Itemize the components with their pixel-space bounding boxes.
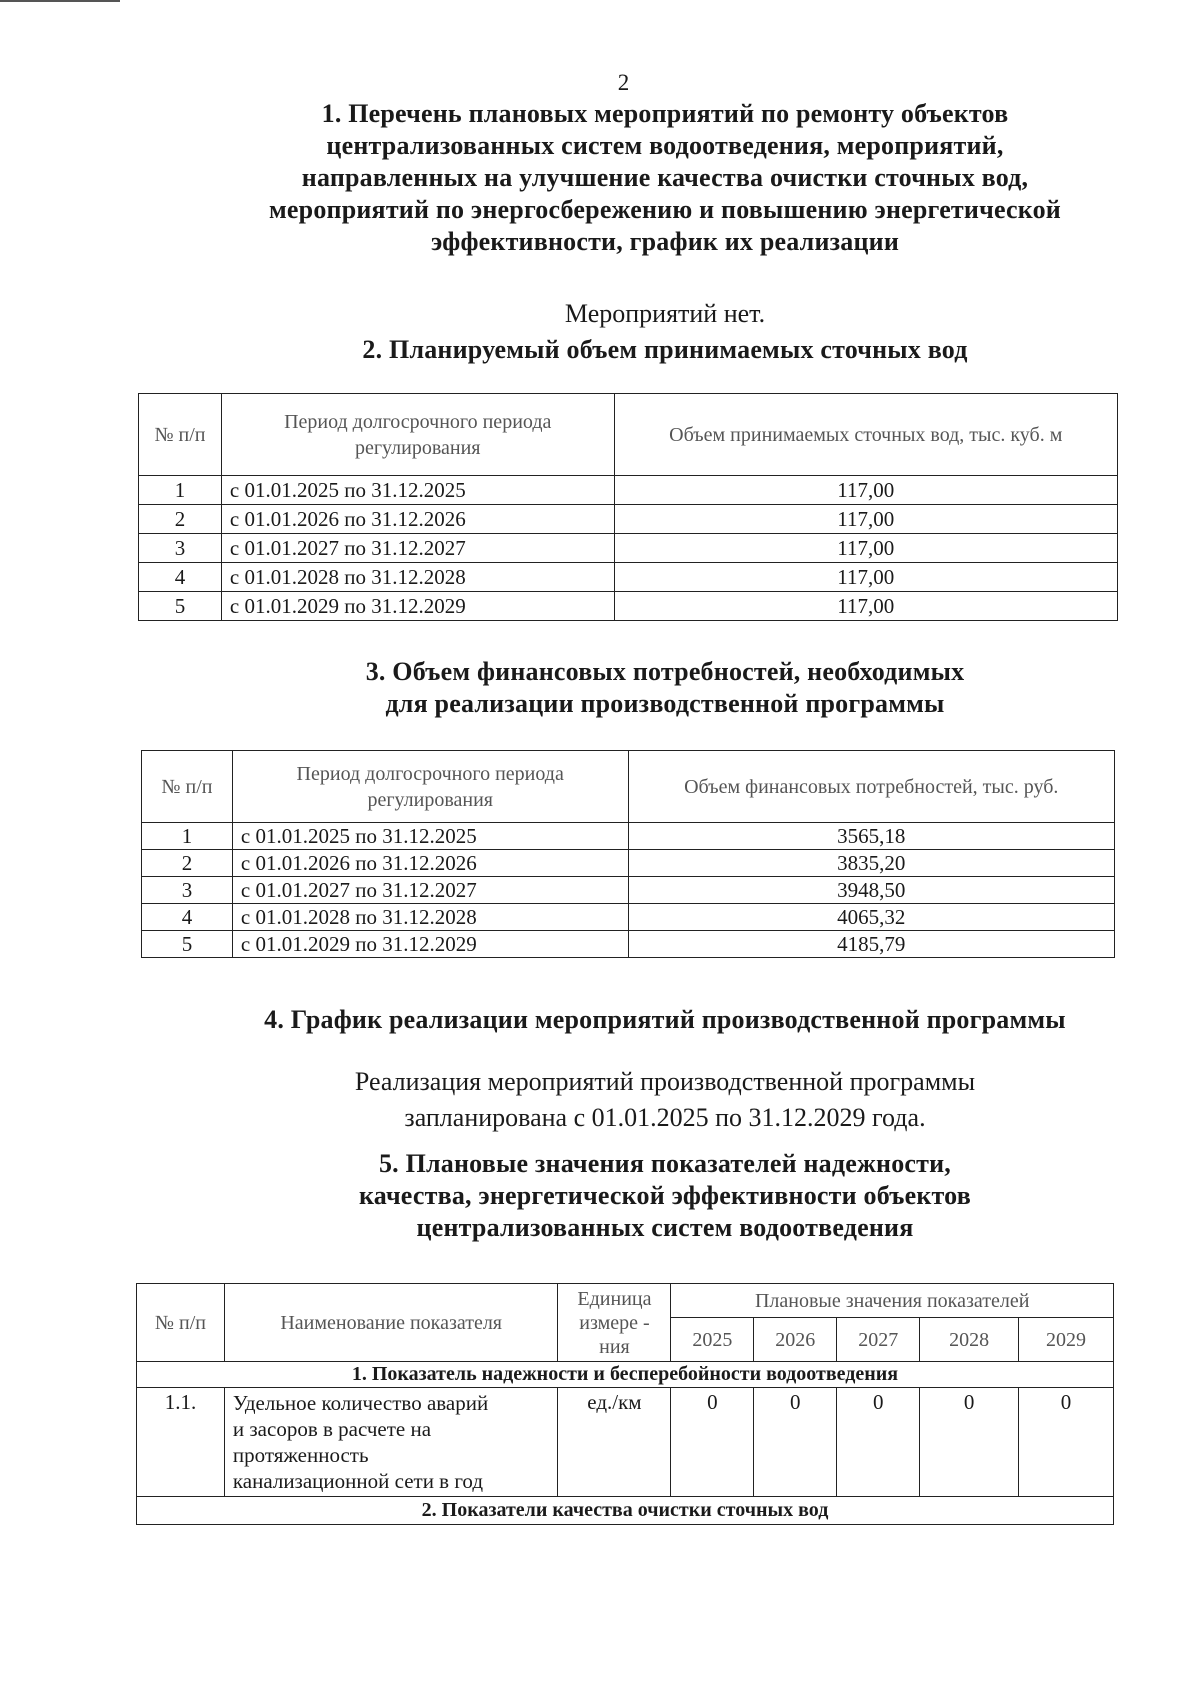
group-row xyxy=(137,1497,1114,1525)
group-title-reliability: 1. Показатель надежности и бесперебойности водоотведения xyxy=(137,1362,1114,1388)
header-num: № п/п xyxy=(139,394,222,476)
header-volume: Объем принимаемых сточных вод, тыс. куб. м xyxy=(614,394,1117,476)
header-period: Период долгосрочного периода регулирования xyxy=(232,751,628,823)
table-row xyxy=(139,534,1118,563)
section3-title-line: для реализации производственной программы xyxy=(385,689,945,718)
table-header-row xyxy=(142,751,1115,823)
row-value: 117,00 xyxy=(614,476,1117,505)
section1-note: Мероприятий нет. xyxy=(564,299,766,328)
section2-title: 2. Планируемый объем принимаемых сточных вод xyxy=(362,335,968,364)
row-num: 5 xyxy=(142,931,233,958)
scan-edge-mark xyxy=(0,0,120,2)
section5-title xyxy=(0,1148,1200,1244)
header-year: 2025 xyxy=(671,1318,754,1362)
table-row xyxy=(139,476,1118,505)
header-name: Наименование показателя xyxy=(224,1284,558,1362)
table-header-row xyxy=(139,394,1118,476)
section4-text-line: Реализация мероприятий производственной программы xyxy=(354,1067,976,1096)
row-value-2029: 0 xyxy=(1019,1388,1114,1497)
indicator-name-line: Удельное количество аварий xyxy=(232,1391,489,1415)
section5-title-line: 5. Плановые значения показателей надежности, xyxy=(378,1149,951,1178)
row-num: 1.1. xyxy=(137,1388,225,1497)
row-num: 4 xyxy=(142,904,233,931)
section1-title-line: эффективности, график их реализации xyxy=(430,227,900,256)
row-value-2027: 0 xyxy=(837,1388,920,1497)
row-value: 117,00 xyxy=(614,592,1117,621)
section1-title-line: мероприятий по энергосбережению и повышению энергетической xyxy=(269,195,1061,224)
row-value-2028: 0 xyxy=(920,1388,1019,1497)
row-period: с 01.01.2026 по 31.12.2026 xyxy=(232,850,628,877)
row-value: 3948,50 xyxy=(628,877,1114,904)
row-value: 4185,79 xyxy=(628,931,1114,958)
wastewater-volume-table xyxy=(138,393,1118,621)
section1-title-line: направленных на улучшение качества очистки сточных вод, xyxy=(301,163,1029,192)
indicator-name-line: канализационной сети в год xyxy=(232,1469,484,1493)
row-num: 3 xyxy=(142,877,233,904)
row-period: с 01.01.2028 по 31.12.2028 xyxy=(232,904,628,931)
table-row xyxy=(139,592,1118,621)
table-row xyxy=(142,823,1115,850)
row-period: с 01.01.2025 по 31.12.2025 xyxy=(232,823,628,850)
section1-title-line: централизованных систем водоотведения, мероприятий, xyxy=(326,131,1004,160)
row-num: 3 xyxy=(139,534,222,563)
header-year: 2026 xyxy=(754,1318,837,1362)
table-row xyxy=(139,505,1118,534)
row-period: с 01.01.2027 по 31.12.2027 xyxy=(221,534,614,563)
indicator-name-line: протяженность xyxy=(232,1443,369,1467)
header-planned: Плановые значения показателей xyxy=(671,1284,1114,1318)
section1-title-line: 1. Перечень плановых мероприятий по ремонту объектов xyxy=(321,99,1009,128)
row-value-2026: 0 xyxy=(754,1388,837,1497)
row-num: 2 xyxy=(142,850,233,877)
row-num: 2 xyxy=(139,505,222,534)
row-indicator-name xyxy=(224,1388,558,1497)
row-value: 117,00 xyxy=(614,534,1117,563)
header-num: № п/п xyxy=(137,1284,225,1362)
row-period: с 01.01.2025 по 31.12.2025 xyxy=(221,476,614,505)
row-value: 117,00 xyxy=(614,563,1117,592)
section1-title xyxy=(0,98,1200,258)
table-row xyxy=(142,850,1115,877)
section4-text xyxy=(0,1064,1200,1136)
page-number: 2 xyxy=(617,70,630,95)
row-period: с 01.01.2029 по 31.12.2029 xyxy=(232,931,628,958)
header-finance: Объем финансовых потребностей, тыс. руб. xyxy=(628,751,1114,823)
indicators-table xyxy=(136,1283,1114,1525)
row-num: 4 xyxy=(139,563,222,592)
table-row xyxy=(142,931,1115,958)
table-header-row xyxy=(137,1284,1114,1318)
section3-title xyxy=(0,656,1200,720)
header-unit: Единица измере - ния xyxy=(558,1284,671,1362)
header-period: Период долгосрочного периода регулирования xyxy=(221,394,614,476)
row-unit: ед./км xyxy=(558,1388,671,1497)
row-period: с 01.01.2029 по 31.12.2029 xyxy=(221,592,614,621)
table-row xyxy=(137,1388,1114,1497)
header-year: 2027 xyxy=(837,1318,920,1362)
group-row xyxy=(137,1362,1114,1388)
table-row xyxy=(139,563,1118,592)
section5-title-line: централизованных систем водоотведения xyxy=(416,1213,914,1242)
row-value: 4065,32 xyxy=(628,904,1114,931)
section5-title-line: качества, энергетической эффективности объектов xyxy=(359,1181,971,1210)
table-row xyxy=(142,877,1115,904)
row-value-2025: 0 xyxy=(671,1388,754,1497)
row-period: с 01.01.2026 по 31.12.2026 xyxy=(221,505,614,534)
section4-text-line: запланирована с 01.01.2025 по 31.12.2029 года. xyxy=(404,1103,926,1132)
table-row xyxy=(142,904,1115,931)
section3-title-line: 3. Объем финансовых потребностей, необходимых xyxy=(365,657,965,686)
row-num: 5 xyxy=(139,592,222,621)
row-num: 1 xyxy=(142,823,233,850)
header-year: 2029 xyxy=(1019,1318,1114,1362)
header-year: 2028 xyxy=(920,1318,1019,1362)
row-value: 3565,18 xyxy=(628,823,1114,850)
row-num: 1 xyxy=(139,476,222,505)
section4-title: 4. График реализации мероприятий производственной программы xyxy=(264,1005,1066,1034)
row-period: с 01.01.2028 по 31.12.2028 xyxy=(221,563,614,592)
indicator-name-line: и засоров в расчете на xyxy=(232,1417,432,1441)
group-title-quality: 2. Показатели качества очистки сточных вод xyxy=(137,1497,1114,1525)
row-period: с 01.01.2027 по 31.12.2027 xyxy=(232,877,628,904)
row-value: 117,00 xyxy=(614,505,1117,534)
header-num: № п/п xyxy=(142,751,233,823)
financial-needs-table xyxy=(141,750,1115,958)
row-value: 3835,20 xyxy=(628,850,1114,877)
